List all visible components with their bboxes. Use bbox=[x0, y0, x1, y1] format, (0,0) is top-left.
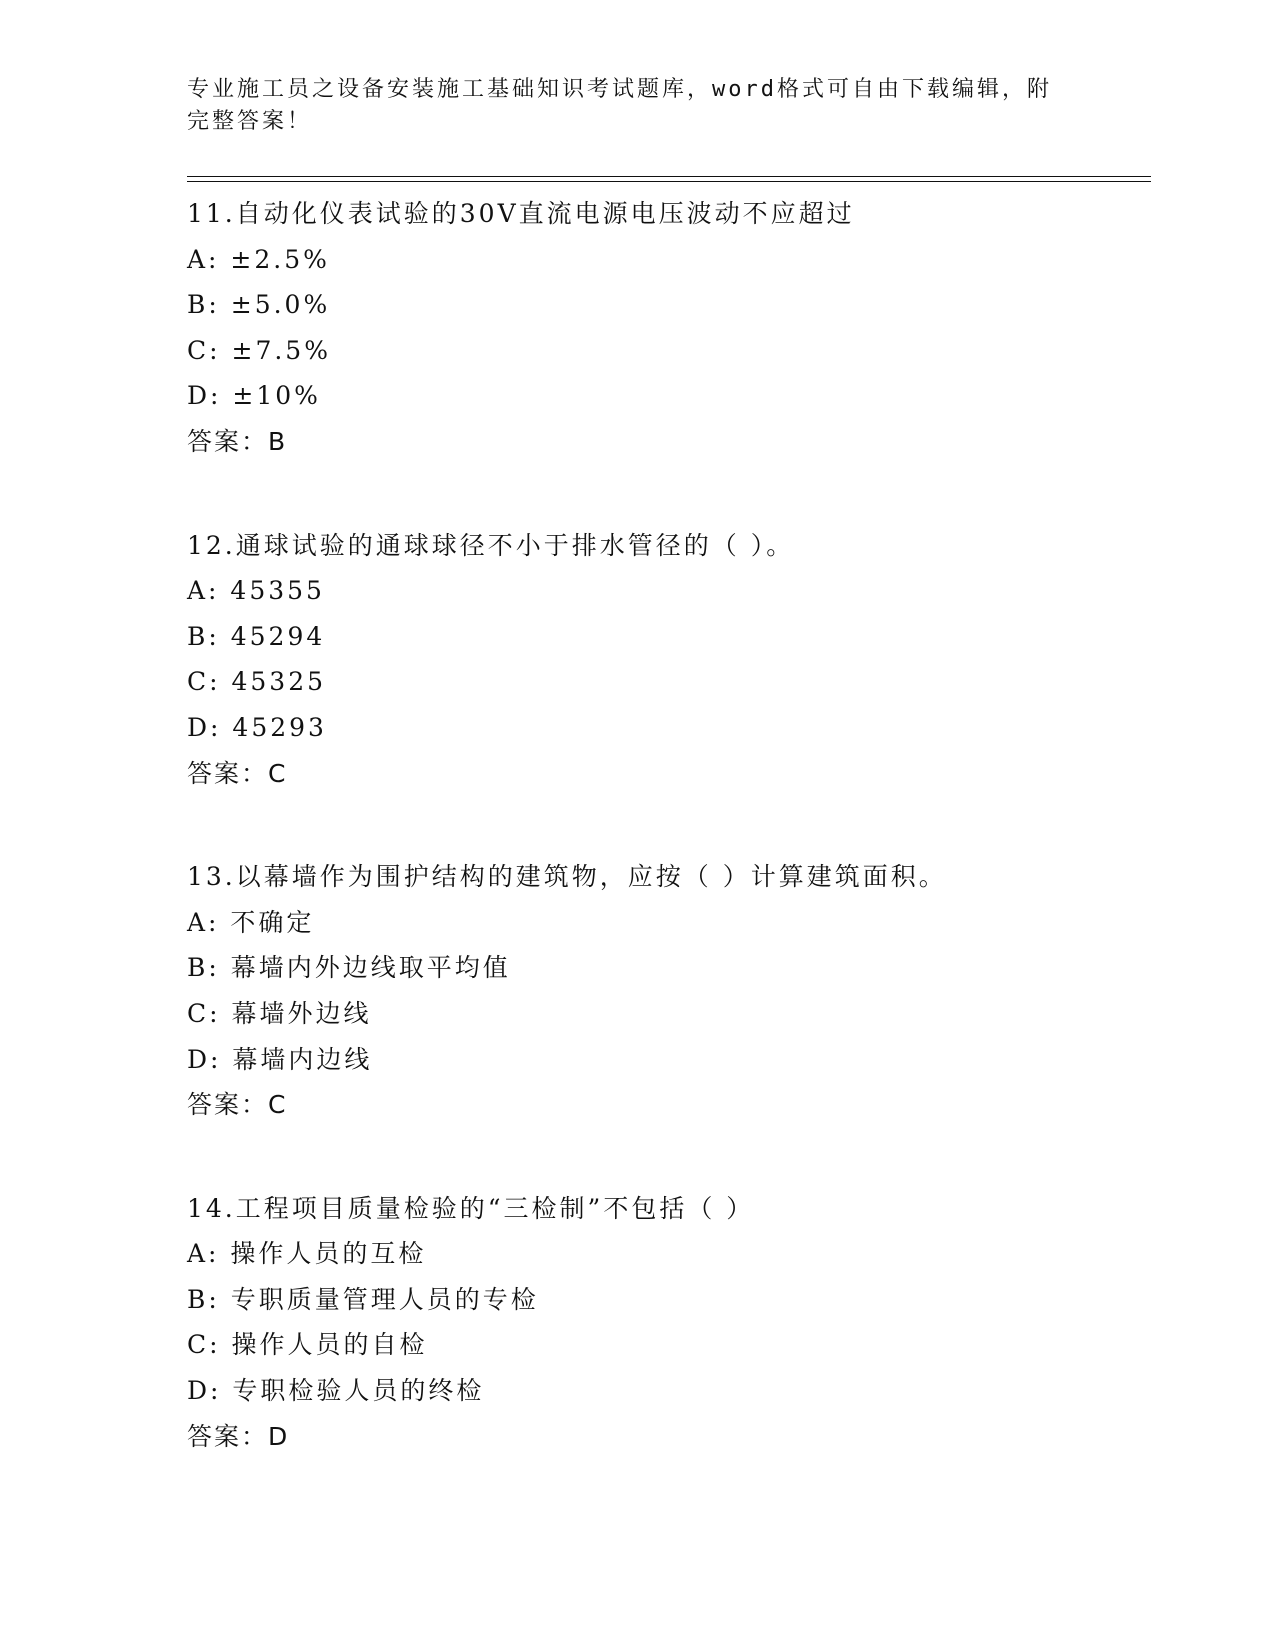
question-11 bbox=[187, 191, 1147, 465]
question-14 bbox=[187, 1186, 1147, 1460]
answer-line: 答案：D bbox=[187, 1421, 290, 1451]
option-d: D: ±10% bbox=[187, 381, 321, 411]
header-divider-top bbox=[187, 176, 1151, 177]
option-d: D: 45293 bbox=[187, 712, 327, 742]
option-c: C: 45325 bbox=[187, 667, 327, 697]
option-b: B: 45294 bbox=[187, 621, 326, 651]
question-stem: 14.工程项目质量检验的“三检制”不包括（ ） bbox=[187, 1193, 755, 1223]
option-a: A: 不确定 bbox=[187, 907, 315, 937]
answer-line: 答案：B bbox=[187, 426, 288, 456]
question-stem: 12.通球试验的通球球径不小于排水管径的（ ）。 bbox=[187, 530, 795, 560]
option-d: D: 专职检验人员的终检 bbox=[187, 1376, 485, 1406]
question-stem: 11.自动化仪表试验的30V直流电源电压波动不应超过 bbox=[187, 199, 855, 228]
option-d: D: 幕墙内边线 bbox=[187, 1044, 373, 1074]
answer-line: 答案：C bbox=[187, 1090, 288, 1120]
option-c: C: 幕墙外边线 bbox=[187, 998, 372, 1028]
question-stem: 13.以幕墙作为围护结构的建筑物，应按（ ）计算建筑面积。 bbox=[187, 862, 947, 892]
question-list bbox=[187, 191, 1147, 1517]
option-b: B: ±5.0% bbox=[187, 290, 331, 320]
option-a: A: 45355 bbox=[187, 576, 325, 606]
document-intro: 专业施工员之设备安装施工基础知识考试题库，word格式可自由下载编辑，附完整答案！ bbox=[187, 77, 1052, 134]
option-b: B: 幕墙内外边线取平均值 bbox=[187, 953, 511, 983]
question-12 bbox=[187, 523, 1147, 797]
option-b: B: 专职质量管理人员的专检 bbox=[187, 1284, 539, 1314]
question-13 bbox=[187, 854, 1147, 1128]
option-a: A: 操作人员的互检 bbox=[187, 1239, 427, 1269]
answer-line: 答案：C bbox=[187, 758, 288, 788]
option-c: C: ±7.5% bbox=[187, 335, 331, 365]
header-divider-bottom bbox=[187, 181, 1151, 182]
option-c: C: 操作人员的自检 bbox=[187, 1330, 428, 1360]
option-a: A: ±2.5% bbox=[187, 244, 330, 274]
